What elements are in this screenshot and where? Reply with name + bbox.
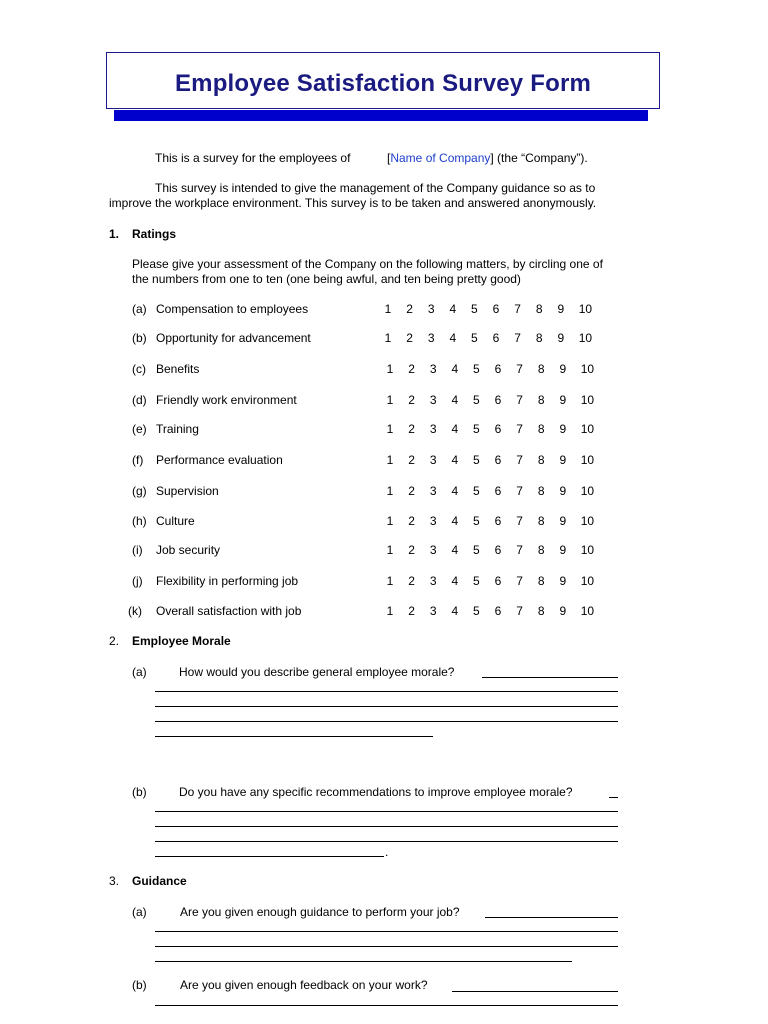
rating-option-5[interactable]: 5 — [473, 514, 480, 528]
rating-option-4[interactable]: 4 — [449, 331, 457, 345]
rating-option-10[interactable]: 10 — [578, 331, 593, 345]
section-1-heading: Ratings — [132, 227, 177, 241]
rating-option-8[interactable]: 8 — [537, 514, 545, 528]
rating-option-4[interactable]: 4 — [451, 453, 459, 467]
rating-option-5[interactable]: 5 — [471, 302, 478, 316]
rating-option-8[interactable]: 8 — [535, 302, 543, 316]
rating-option-1[interactable]: 1 — [386, 422, 394, 436]
rating-option-6[interactable]: 6 — [494, 453, 502, 467]
rating-option-9[interactable]: 9 — [559, 393, 567, 407]
rating-item-label: Training — [156, 422, 199, 436]
morale-q-b-letter: (b) — [132, 785, 147, 799]
rating-option-1[interactable]: 1 — [386, 574, 394, 588]
rating-option-10[interactable]: 10 — [580, 393, 595, 407]
rating-option-1[interactable]: 1 — [386, 393, 394, 407]
rating-option-9[interactable]: 9 — [559, 604, 567, 618]
rating-item-label: Benefits — [156, 362, 200, 376]
morale-b-answer-line-3[interactable] — [155, 826, 618, 827]
rating-option-8[interactable]: 8 — [537, 574, 545, 588]
guidance-a-answer-line-1[interactable] — [485, 917, 618, 918]
rating-option-7[interactable]: 7 — [516, 484, 523, 498]
guidance-q-a-letter: (a) — [132, 905, 147, 919]
rating-option-7[interactable]: 7 — [516, 604, 523, 618]
rating-item-letter: (k) — [128, 604, 142, 618]
rating-option-9[interactable]: 9 — [559, 484, 567, 498]
rating-item-label: Opportunity for advancement — [156, 331, 311, 345]
rating-option-8[interactable]: 8 — [537, 543, 545, 557]
rating-option-9[interactable]: 9 — [559, 574, 567, 588]
rating-option-9[interactable]: 9 — [559, 422, 567, 436]
section-1-number: 1. — [109, 227, 120, 241]
rating-option-9[interactable]: 9 — [559, 362, 567, 376]
rating-item-letter: (f) — [132, 453, 144, 467]
rating-option-5[interactable]: 5 — [473, 484, 480, 498]
rating-item-letter: (d) — [132, 393, 147, 407]
rating-option-4[interactable]: 4 — [451, 362, 459, 376]
rating-option-3[interactable]: 3 — [429, 543, 437, 557]
rating-option-1[interactable]: 1 — [386, 362, 394, 376]
rating-option-4[interactable]: 4 — [451, 422, 459, 436]
rating-option-3[interactable]: 3 — [429, 604, 437, 618]
intro-prefix: This is a survey for the employees of — [155, 151, 351, 165]
rating-option-7[interactable]: 7 — [516, 422, 523, 436]
morale-q-a-text: How would you describe general employee morale? — [179, 665, 455, 679]
morale-b-answer-line-5[interactable] — [155, 856, 384, 857]
rating-option-6[interactable]: 6 — [494, 393, 502, 407]
rating-option-6[interactable]: 6 — [494, 574, 502, 588]
morale-a-answer-line-4[interactable] — [155, 721, 618, 722]
rating-option-6[interactable]: 6 — [494, 484, 502, 498]
morale-a-answer-line-3[interactable] — [155, 706, 618, 707]
morale-q-a-letter: (a) — [132, 665, 147, 679]
rating-option-1[interactable]: 1 — [384, 331, 392, 345]
section-1-instruction-line-1: Please give your assessment of the Company on the following matters, by circling one of — [132, 257, 603, 271]
rating-option-2[interactable]: 2 — [408, 422, 415, 436]
rating-option-5[interactable]: 5 — [473, 362, 480, 376]
rating-option-1[interactable]: 1 — [386, 543, 394, 557]
rating-option-7[interactable]: 7 — [514, 331, 521, 345]
section-2-heading: Employee Morale — [132, 634, 231, 648]
rating-option-6[interactable]: 6 — [494, 422, 502, 436]
intro-paragraph-1 — [155, 151, 350, 165]
rating-option-3[interactable]: 3 — [429, 362, 437, 376]
rating-item-label: Flexibility in performing job — [156, 574, 299, 588]
rating-option-10[interactable]: 10 — [580, 574, 595, 588]
rating-option-6[interactable]: 6 — [492, 302, 500, 316]
rating-option-6[interactable]: 6 — [494, 514, 502, 528]
rating-option-8[interactable]: 8 — [535, 331, 543, 345]
page-title: Employee Satisfaction Survey Form — [174, 70, 592, 97]
rating-option-6[interactable]: 6 — [494, 604, 502, 618]
rating-option-4[interactable]: 4 — [451, 604, 459, 618]
morale-b-period: . — [385, 845, 389, 859]
guidance-a-answer-line-2[interactable] — [155, 931, 618, 932]
rating-item-label: Job security — [156, 543, 221, 557]
rating-option-7[interactable]: 7 — [514, 302, 521, 316]
rating-option-7[interactable]: 7 — [516, 362, 523, 376]
rating-option-1[interactable]: 1 — [386, 604, 394, 618]
section-1-instruction-line-2: the numbers from one to ten (one being awful, and ten being pretty good) — [132, 272, 521, 286]
rating-option-1[interactable]: 1 — [386, 453, 394, 467]
section-3-heading: Guidance — [132, 874, 187, 888]
guidance-b-answer-line-1[interactable] — [452, 991, 618, 992]
rating-item-letter: (i) — [132, 543, 143, 557]
rating-option-2[interactable]: 2 — [406, 331, 413, 345]
rating-option-9[interactable]: 9 — [559, 514, 567, 528]
rating-item-label: Culture — [156, 514, 195, 528]
rating-option-2[interactable]: 2 — [406, 302, 413, 316]
intro-paragraph-2-line-1: This survey is intended to give the management of the Company guidance so as to — [155, 181, 596, 195]
rating-option-3[interactable]: 3 — [429, 484, 437, 498]
rating-option-2[interactable]: 2 — [408, 484, 415, 498]
rating-item-letter: (h) — [132, 514, 147, 528]
rating-option-10[interactable]: 10 — [580, 543, 595, 557]
rating-option-3[interactable]: 3 — [429, 453, 437, 467]
rating-option-5[interactable]: 5 — [473, 453, 480, 467]
rating-option-6[interactable]: 6 — [494, 362, 502, 376]
rating-item-label: Friendly work environment — [156, 393, 297, 407]
rating-option-10[interactable]: 10 — [580, 484, 595, 498]
morale-b-answer-line-2[interactable] — [155, 811, 618, 812]
rating-option-9[interactable]: 9 — [557, 331, 565, 345]
company-name-field[interactable] — [387, 151, 588, 165]
rating-option-2[interactable]: 2 — [408, 604, 415, 618]
rating-option-8[interactable]: 8 — [537, 453, 545, 467]
rating-item-letter: (e) — [132, 422, 147, 436]
rating-option-10[interactable]: 10 — [578, 302, 593, 316]
rating-item-label: Performance evaluation — [156, 453, 283, 467]
rating-option-7[interactable]: 7 — [516, 453, 523, 467]
rating-option-2[interactable]: 2 — [408, 543, 415, 557]
rating-option-3[interactable]: 3 — [429, 514, 437, 528]
guidance-q-b-letter: (b) — [132, 978, 147, 992]
rating-option-1[interactable]: 1 — [386, 484, 394, 498]
rating-option-3[interactable]: 3 — [427, 331, 435, 345]
rating-option-4[interactable]: 4 — [451, 484, 459, 498]
guidance-a-answer-line-3[interactable] — [155, 946, 618, 947]
rating-option-9[interactable]: 9 — [557, 302, 565, 316]
morale-q-b-text: Do you have any specific recommendations to improve employee morale? — [179, 785, 573, 799]
rating-option-7[interactable]: 7 — [516, 543, 523, 557]
rating-option-4[interactable]: 4 — [451, 543, 459, 557]
rating-option-2[interactable]: 2 — [408, 514, 415, 528]
guidance-b-answer-line-2[interactable] — [155, 1005, 618, 1006]
rating-option-7[interactable]: 7 — [516, 574, 523, 588]
rating-option-10[interactable]: 10 — [580, 362, 595, 376]
rating-option-4[interactable]: 4 — [451, 514, 459, 528]
rating-option-10[interactable]: 10 — [580, 422, 595, 436]
rating-option-8[interactable]: 8 — [537, 362, 545, 376]
rating-option-1[interactable]: 1 — [386, 514, 394, 528]
rating-option-3[interactable]: 3 — [427, 302, 435, 316]
rating-option-5[interactable]: 5 — [473, 604, 480, 618]
rating-option-10[interactable]: 10 — [580, 453, 595, 467]
rating-option-4[interactable]: 4 — [449, 302, 457, 316]
section-3-number: 3. — [109, 874, 120, 888]
intro-paragraph-2-line-2: improve the workplace environment. This survey is to be taken and answered anonymously. — [109, 196, 597, 210]
rating-item-letter: (j) — [132, 574, 143, 588]
rating-option-3[interactable]: 3 — [429, 393, 437, 407]
section-2-number: 2. — [109, 634, 120, 648]
rating-option-5[interactable]: 5 — [473, 543, 480, 557]
rating-item-letter: (b) — [132, 331, 147, 345]
rating-option-2[interactable]: 2 — [408, 574, 415, 588]
company-name-placeholder[interactable]: Name of Company — [390, 151, 491, 165]
rating-option-3[interactable]: 3 — [429, 574, 437, 588]
morale-b-answer-line-4[interactable] — [155, 841, 618, 842]
company-suffix: ] (the “Company”). — [490, 151, 588, 165]
rating-item-letter: (g) — [132, 484, 147, 498]
rating-item-label: Compensation to employees — [156, 302, 309, 316]
bracket-open: [ — [387, 151, 391, 165]
rating-option-8[interactable]: 8 — [537, 393, 545, 407]
rating-option-8[interactable]: 8 — [537, 422, 545, 436]
rating-option-5[interactable]: 5 — [471, 331, 478, 345]
rating-option-8[interactable]: 8 — [537, 604, 545, 618]
rating-option-1[interactable]: 1 — [384, 302, 392, 316]
rating-option-9[interactable]: 9 — [559, 453, 567, 467]
rating-option-5[interactable]: 5 — [473, 574, 480, 588]
rating-option-3[interactable]: 3 — [429, 422, 437, 436]
guidance-a-answer-line-4[interactable] — [155, 961, 572, 962]
rating-option-7[interactable]: 7 — [516, 514, 523, 528]
guidance-q-b-text: Are you given enough feedback on your work? — [180, 978, 428, 992]
rating-option-5[interactable]: 5 — [473, 393, 480, 407]
rating-option-10[interactable]: 10 — [580, 604, 595, 618]
rating-item-label: Supervision — [156, 484, 219, 498]
title-underline-bar — [114, 110, 648, 121]
guidance-q-a-text: Are you given enough guidance to perform your job? — [180, 905, 460, 919]
morale-b-answer-line-1[interactable] — [609, 797, 618, 798]
title-box — [106, 52, 660, 109]
rating-option-5[interactable]: 5 — [473, 422, 480, 436]
rating-option-4[interactable]: 4 — [451, 393, 459, 407]
rating-item-letter: (a) — [132, 302, 147, 316]
rating-option-4[interactable]: 4 — [451, 574, 459, 588]
morale-a-answer-line-2[interactable] — [155, 691, 618, 692]
rating-option-2[interactable]: 2 — [408, 453, 415, 467]
rating-option-6[interactable]: 6 — [492, 331, 500, 345]
rating-option-2[interactable]: 2 — [408, 362, 415, 376]
rating-option-7[interactable]: 7 — [516, 393, 523, 407]
rating-option-9[interactable]: 9 — [559, 543, 567, 557]
rating-item-letter: (c) — [132, 362, 146, 376]
rating-option-8[interactable]: 8 — [537, 484, 545, 498]
rating-option-6[interactable]: 6 — [494, 543, 502, 557]
morale-a-answer-line-5[interactable] — [155, 736, 433, 737]
rating-option-10[interactable]: 10 — [580, 514, 595, 528]
rating-option-2[interactable]: 2 — [408, 393, 415, 407]
rating-item-label: Overall satisfaction with job — [156, 604, 302, 618]
morale-a-answer-line-1[interactable] — [482, 677, 618, 678]
